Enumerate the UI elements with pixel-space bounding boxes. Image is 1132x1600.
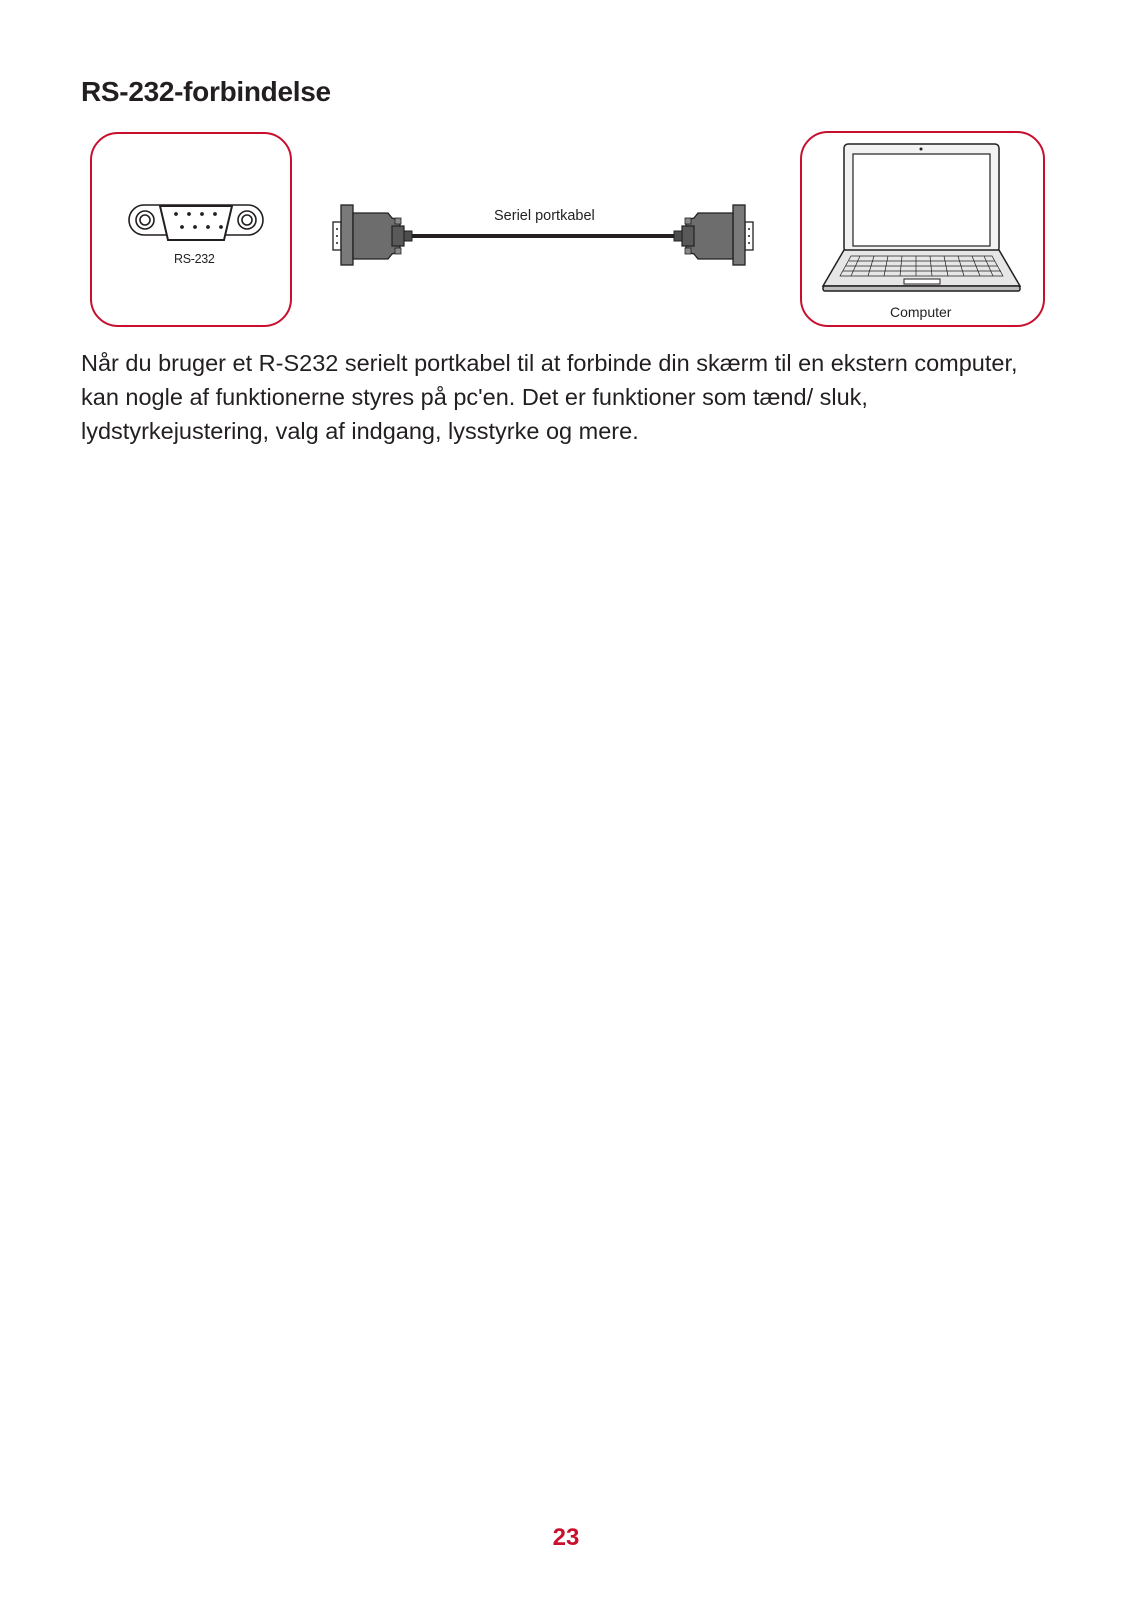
section-title: RS-232-forbindelse <box>81 76 331 107</box>
computer-label: Computer <box>890 304 952 320</box>
port-label: RS-232 <box>174 252 215 266</box>
body-paragraph: Når du bruger et R-S232 serielt portkabel til at forbinde din skærm til en ekstern computer, kan nogle af funktionerne styres på pc'en. Det er funktioner som tænd/ sluk, lydstyrkejustering, valg af indgang, lysstyrke og mere. <box>81 350 1018 444</box>
page-number: 23 <box>552 1524 580 1551</box>
connection-diagram <box>0 0 1132 340</box>
laptop-icon <box>823 144 1020 291</box>
cable-label: Seriel portkabel <box>494 208 595 224</box>
db9-port-icon <box>129 205 263 240</box>
